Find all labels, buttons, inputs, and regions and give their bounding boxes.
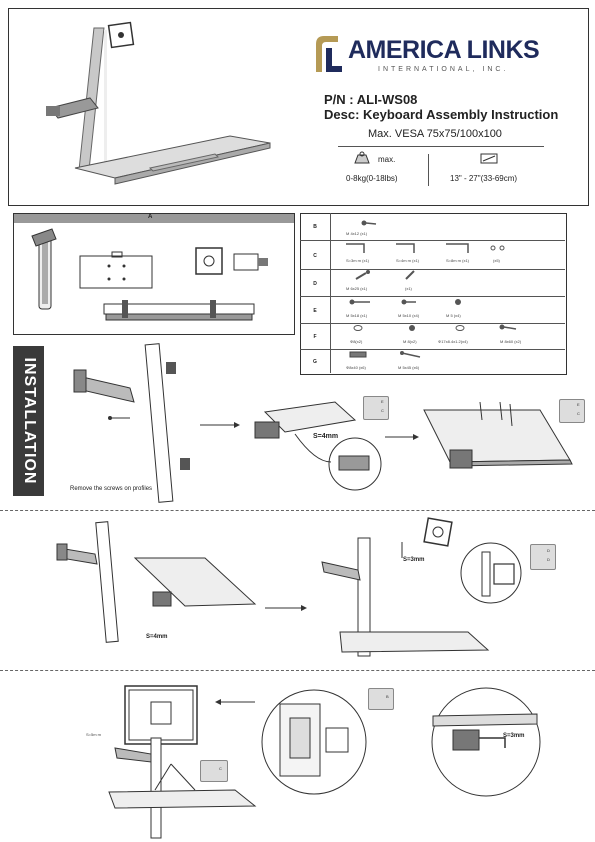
hw-c-caption-4: (x5) [493,258,500,263]
section-divider-2 [0,670,595,671]
hw-f-caption-4: M 8x60 (x2) [500,339,522,344]
hw-row-f-label: F [313,334,317,340]
hw-c-caption-3: S=8m m (x1) [446,258,470,263]
hw-b-caption: M 4x12 (x1) [346,231,368,236]
arrow-right-3 [265,603,307,613]
badge-c-label-2: C [577,411,580,416]
max-label: max. [378,155,396,164]
installation-label: INSTALLATION [21,357,38,485]
badge-c-label-1: C [381,408,384,413]
product-illustration [40,18,290,198]
arrow-left-1 [215,697,255,707]
badge-b-label-1: B [386,694,389,699]
brand-logo-text: AMERICA LINKS [348,36,540,64]
hw-e-caption-1: M 5x18 (x1) [346,313,368,318]
weight-icon [352,150,372,164]
parts-a-header [14,214,294,223]
step2-hex-size-3mm: S=3mm [403,557,425,563]
hw-row-c-label: C [313,253,317,259]
spec-divider-mid [428,154,429,186]
step3-tray-zoom [425,686,547,798]
hw-c-caption-1: S=3m m (x1) [346,258,370,263]
hw-g-caption-1: Φ8x40 (x6) [346,365,366,370]
description: Desc: Keyboard Assembly Instruction [324,107,559,122]
hw-e-caption-2: M 5x10 (x4) [398,313,420,318]
part-number: P/N : ALI-WS08 [324,92,418,107]
step3-badge-b [368,688,394,710]
screen-size: 13" - 27"(33-69cm) [450,174,518,183]
badge-c-label-3: C [219,766,222,771]
section-divider-1 [0,510,595,511]
step3-hex-size-5mm: S=5m m [86,732,102,737]
monitor-size-icon [480,153,498,165]
badge-e-label-1: E [381,399,384,404]
step2-pole-and-tray [55,518,265,648]
step1-bracket-detail [245,392,380,492]
step3-vesa-zoom [260,688,368,796]
step3-badge-c [200,760,228,782]
step1-hardware-badge [363,396,389,420]
hw-d-caption-2: (x1) [405,286,412,291]
hardware-icons [330,213,565,373]
hw-f-caption-3: Φ17x8.4x1.2(x4) [438,339,468,344]
step2-zoom-detail [460,542,522,604]
hw-c-caption-2: S=4m m (x1) [396,258,420,263]
hw-d-caption-1: M 6x25 (x1) [346,286,368,291]
hw-f-caption-2: M 8(x2) [403,339,417,344]
step2-hex-size: S=4mm [146,634,168,640]
hw-row-d-label: D [313,281,317,287]
parts-a-label: A [148,214,153,220]
step1-pole-and-arm [70,340,220,505]
hw-g-caption-2: M 5x45 (x6) [398,365,420,370]
hw-e-caption-3: M 5 (x4) [446,313,461,318]
vesa-spec: Max. VESA 75x75/100x100 [368,128,502,140]
hw-row-g-label: G [313,359,317,365]
arrow-right-1 [200,420,240,430]
arrow-right-2 [385,432,419,442]
brand-subtitle: INTERNATIONAL, INC. [378,66,509,73]
hw-f-caption-1: Φ8(x2) [350,339,363,344]
badge-e-label-2: E [577,402,580,407]
america-links-logo [314,34,344,74]
step1-note: Remove the screws on profiles [70,486,153,492]
step2-hardware-badge [530,544,556,570]
weight-capacity: 0-8kg(0-18lbs) [346,174,398,183]
step1-tray-badge [559,399,585,423]
step1-hex-size: S=4mm [313,433,339,440]
hw-row-e-label: E [313,308,317,314]
step3-hex-size-3mm: S=3mm [503,733,525,739]
badge-d-label-2: D [547,557,550,562]
spec-divider-top [338,146,544,147]
step1-tray-detail [420,400,580,480]
parts-a-illustrations [14,224,294,332]
badge-d-label-1: D [547,548,550,553]
hw-row-b-label: B [313,224,317,230]
